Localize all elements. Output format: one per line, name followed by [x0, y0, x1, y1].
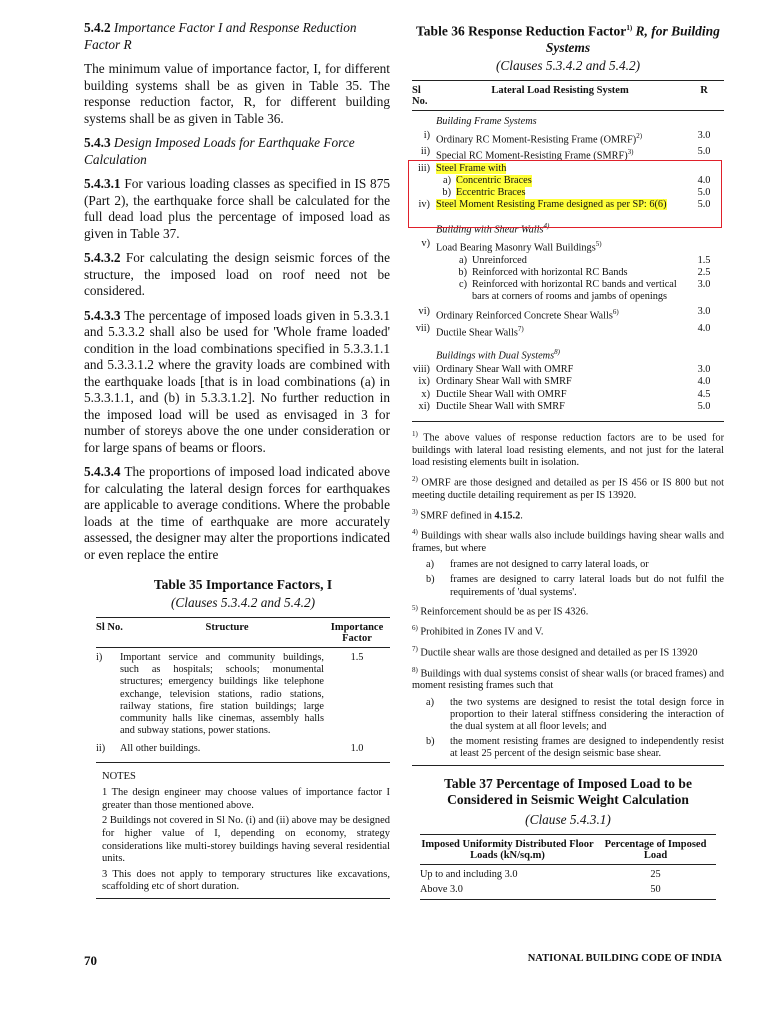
footnote-1: $^{1)}$ The above values of response reduction factors are to be used for buildings with lateral load resisting elements, and not just for the lateral load resisting elements built in isolation. [412, 429, 725, 468]
group-dual-systems: Buildings with Dual Systems$^{8)}$ [436, 347, 560, 362]
table-36-footnotes [412, 422, 724, 761]
clause-text: The percentage of imposed loads given in 5.3.3.1 and 5.3.3.2 shall also be used for 'Whole frame loaded' condition in the load combinations specified in 5.3.3.1.1 and 5.3.3.1.2 where the gravity loads are combined with the earthquake loads [that is in load combinations (a) in 5.3.3.1.1, and (b) in 5.3.3.1.2]. No further reduction in the imposed load will be used as envisaged in 3 for number of storeys above the one under consideration or for large spans of beams or floors. [84, 307, 390, 455]
table-37-header [420, 835, 716, 864]
table-row: viii) Ordinary Shear Wall with OMRF 3.0 [412, 364, 711, 376]
left-column [84, 20, 390, 899]
footnote-4b: b) frames are designed to carry lateral loads but do not fulfil the requirements of 'dual systems'. [426, 574, 724, 598]
table-row [96, 743, 390, 755]
row-sl: ii) [96, 743, 106, 755]
table-row: ii) Special RC Moment-Resisting Frame (SMRF)$^{3)}$ 5.0 [420, 146, 711, 162]
col-structure: Structure [205, 622, 249, 633]
highlighted-text: Steel Moment Resisting Frame designed as per SP: 6(6) [436, 199, 667, 211]
table-36-header [412, 81, 724, 110]
table-row: vii) Ductile Shear Walls$^{7)}$ 4.0 [415, 323, 711, 339]
section-5-4-3-4 [84, 464, 390, 563]
footnote-8: $^{8)}$ Buildings with dual systems consist of shear walls (or braced frames) and moment resisting frames such that [412, 665, 725, 692]
note-item: 1 The design engineer may choose values of importance factor I greater than those mentioned above. [102, 787, 390, 811]
table-row: c) Reinforced with horizontal RC bands and vertical bars at corners of rooms and jambs of openings 3.0 [459, 279, 711, 303]
table-row: b) Reinforced with horizontal RC Bands 2.5 [458, 266, 711, 278]
note-item: 2 Buildings not covered in Sl No. (i) and (ii) above may be designed for higher value of I, depending on economy, strategy considerations like multi-storey buildings having several residential units. [102, 815, 390, 865]
footnote-4a: a) frames are not designed to carry lateral loads, or [426, 559, 649, 571]
table-35 [84, 577, 390, 899]
publication-name: NATIONAL BUILDING CODE OF INDIA [527, 953, 722, 964]
group-building-frame-systems: Building Frame Systems [436, 115, 537, 127]
col-importance-factor: Importance Factor [330, 622, 384, 644]
row-sl: i) [96, 652, 103, 663]
table-row [420, 884, 716, 896]
notes-title: NOTES [102, 770, 136, 782]
table-35-clauses: (Clauses 5.3.4.2 and 5.4.2) [170, 595, 316, 610]
table-row: b) Eccentric Braces 5.0 [442, 187, 711, 199]
section-title: Design Imposed Loads for Earthquake Force Calculation [84, 135, 355, 167]
table-row: iii) Steel Frame with [417, 162, 507, 174]
highlighted-text: Eccentric Braces [456, 187, 526, 199]
footnote-5: $^{5)}$ Reinforcement should be as per IS 4326. [412, 603, 589, 618]
table-row: vi) Ordinary Reinforced Concrete Shear Walls$^{6)}$ 3.0 [418, 306, 711, 322]
section-title: Importance Factor I and Response Reduction Factor R [84, 20, 357, 52]
clause-text: For various loading classes as specified in IS 875 (Part 2), the earthquake force shall be calculated for the full dead load plus the percentage of imposed load as given in Table 37. [84, 176, 391, 241]
table-rule [96, 898, 390, 899]
row-percentage: 50 [650, 883, 661, 895]
row-load: Above 3.0 [420, 883, 463, 895]
clause-number: 5.4.3.4 [84, 464, 121, 479]
right-column [412, 20, 724, 900]
section-5-4-3-heading [84, 135, 390, 168]
table-row: ix) Ordinary Shear Wall with SMRF 4.0 [418, 376, 711, 388]
clause-number: 5.4.3.3 [84, 307, 121, 323]
clause-text: For calculating the design seismic forces of the structure, the imposed load on roof need not be considered. [84, 250, 390, 298]
clause-text: The proportions of imposed load indicated above for calculating the lateral design forces for earthquakes are applicable to average conditions. Where the probable loads at the time of earthquake are more accurately assessed, the designer may alter the proportions indicated or even replace the entire [84, 464, 390, 562]
table-36-caption: Table 36 Response Reduction Factor$^{1)}$ R, for Building Systems [416, 23, 720, 55]
row-structure: All other buildings. [120, 743, 201, 755]
col-r: R [700, 84, 708, 96]
group-shear-walls: Building with Shear Walls$^{4)}$ [436, 221, 550, 235]
table-35-caption: Table 35 Importance Factors, I [153, 577, 333, 592]
notes-list [102, 787, 390, 894]
table-row: iv) Steel Moment Resisting Frame designed as per SP: 6(6) 5.0 [418, 199, 711, 211]
col-system: Lateral Load Resisting System [491, 84, 629, 96]
table-row: v) Load Bearing Masonry Wall Buildings$^{5)}$ [421, 237, 602, 254]
footnote-8b: b) the moment resisting frames are designed to independently resist at least 25 percent of the design seismic base shear. [426, 736, 724, 760]
table-35-body [96, 648, 390, 756]
table-35-header [96, 618, 390, 647]
table-row: x) Ductile Shear Wall with OMRF 4.5 [421, 388, 711, 400]
clause-number: 5.4.3.1 [84, 176, 121, 191]
col-sl: Sl No. [412, 84, 428, 107]
row-factor: 1.0 [350, 743, 364, 755]
col-sl: Sl No. [96, 622, 123, 633]
section-5-4-3-2 [84, 250, 390, 300]
row-load: Up to and including 3.0 [420, 868, 518, 880]
note-item: 3 This does not apply to temporary structures like excavations, scaffolding etc of short duration. [102, 868, 390, 893]
row-structure: Important service and community buildings, such as hospitals; schools; monumental structures; emergency buildings like telephone exchange, television stations, radio stations, railway stations, fire station buildings; large community halls like cinemas, assembly halls and subway stations, power stations. [120, 652, 324, 737]
section-5-4-2-text: The minimum value of importance factor, I, for different building systems shall be as given in Table 35. The response reduction factor, R, for different building systems shall be as given in Table 36. [84, 61, 390, 126]
footnote-8a: a) the two systems are designed to resist the total design force in proportion to their lateral stiffness considering the interaction of the dual system at all floor levels; and [426, 696, 724, 732]
table-row: a) Concentric Braces 4.0 [443, 174, 711, 186]
section-5-4-2-heading [84, 20, 390, 53]
table-37 [412, 766, 724, 900]
table-row: i) Ordinary RC Moment-Resisting Frame (OMRF)$^{2)}$ 3.0 [423, 129, 711, 145]
section-number: 5.4.2 [84, 20, 111, 35]
table-36 [412, 20, 724, 766]
highlighted-text: Concentric Braces [456, 174, 532, 186]
row-percentage: 25 [650, 868, 661, 880]
footnote-7: $^{7)}$ Ductile shear walls are those designed and detailed as per IS 13920 [412, 645, 698, 659]
page-number: 70 [84, 953, 97, 968]
col-percentage: Percentage of Imposed Load [604, 838, 707, 861]
table-rule [420, 899, 716, 900]
table-row [96, 652, 390, 737]
table-37-caption: Table 37 Percentage of Imposed Load to be Considered in Seismic Weight Calculation [444, 775, 692, 807]
table-36-clauses: (Clauses 5.3.4.2 and 5.4.2) [495, 57, 641, 73]
table-37-body [420, 865, 716, 896]
table-row: xi) Ductile Shear Wall with SMRF 5.0 [418, 400, 711, 412]
table-35-notes [96, 763, 390, 894]
table-37-clause: (Clause 5.4.3.1) [525, 811, 611, 827]
footnote-2: $^{2)}$ OMRF are those designed and detailed as per IS 456 or IS 800 but not meeting ductile detailing requirement as per IS 13920. [412, 474, 724, 501]
table-row [420, 869, 716, 881]
section-5-4-3-1 [84, 176, 390, 242]
clause-number: 5.4.3.2 [84, 250, 121, 265]
highlighted-text: Steel Frame with [436, 162, 507, 174]
footnote-3: $^{3)}$ SMRF defined in 4.15.2. [412, 507, 523, 522]
col-floor-loads: Imposed Uniformity Distributed Floor Loads (kN/sq.m) [421, 838, 594, 861]
row-factor: 1.5 [350, 652, 364, 663]
footnote-6: $^{6)}$ Prohibited in Zones IV and V. [412, 624, 544, 638]
section-number: 5.4.3 [84, 135, 111, 150]
table-rule [412, 110, 724, 111]
footnote-4: $^{4)}$ Buildings with shear walls also include buildings having shear walls and frames, but where [412, 528, 724, 555]
section-5-4-3-3 [84, 308, 390, 457]
table-row: a) Unreinforced 1.5 [459, 254, 711, 266]
